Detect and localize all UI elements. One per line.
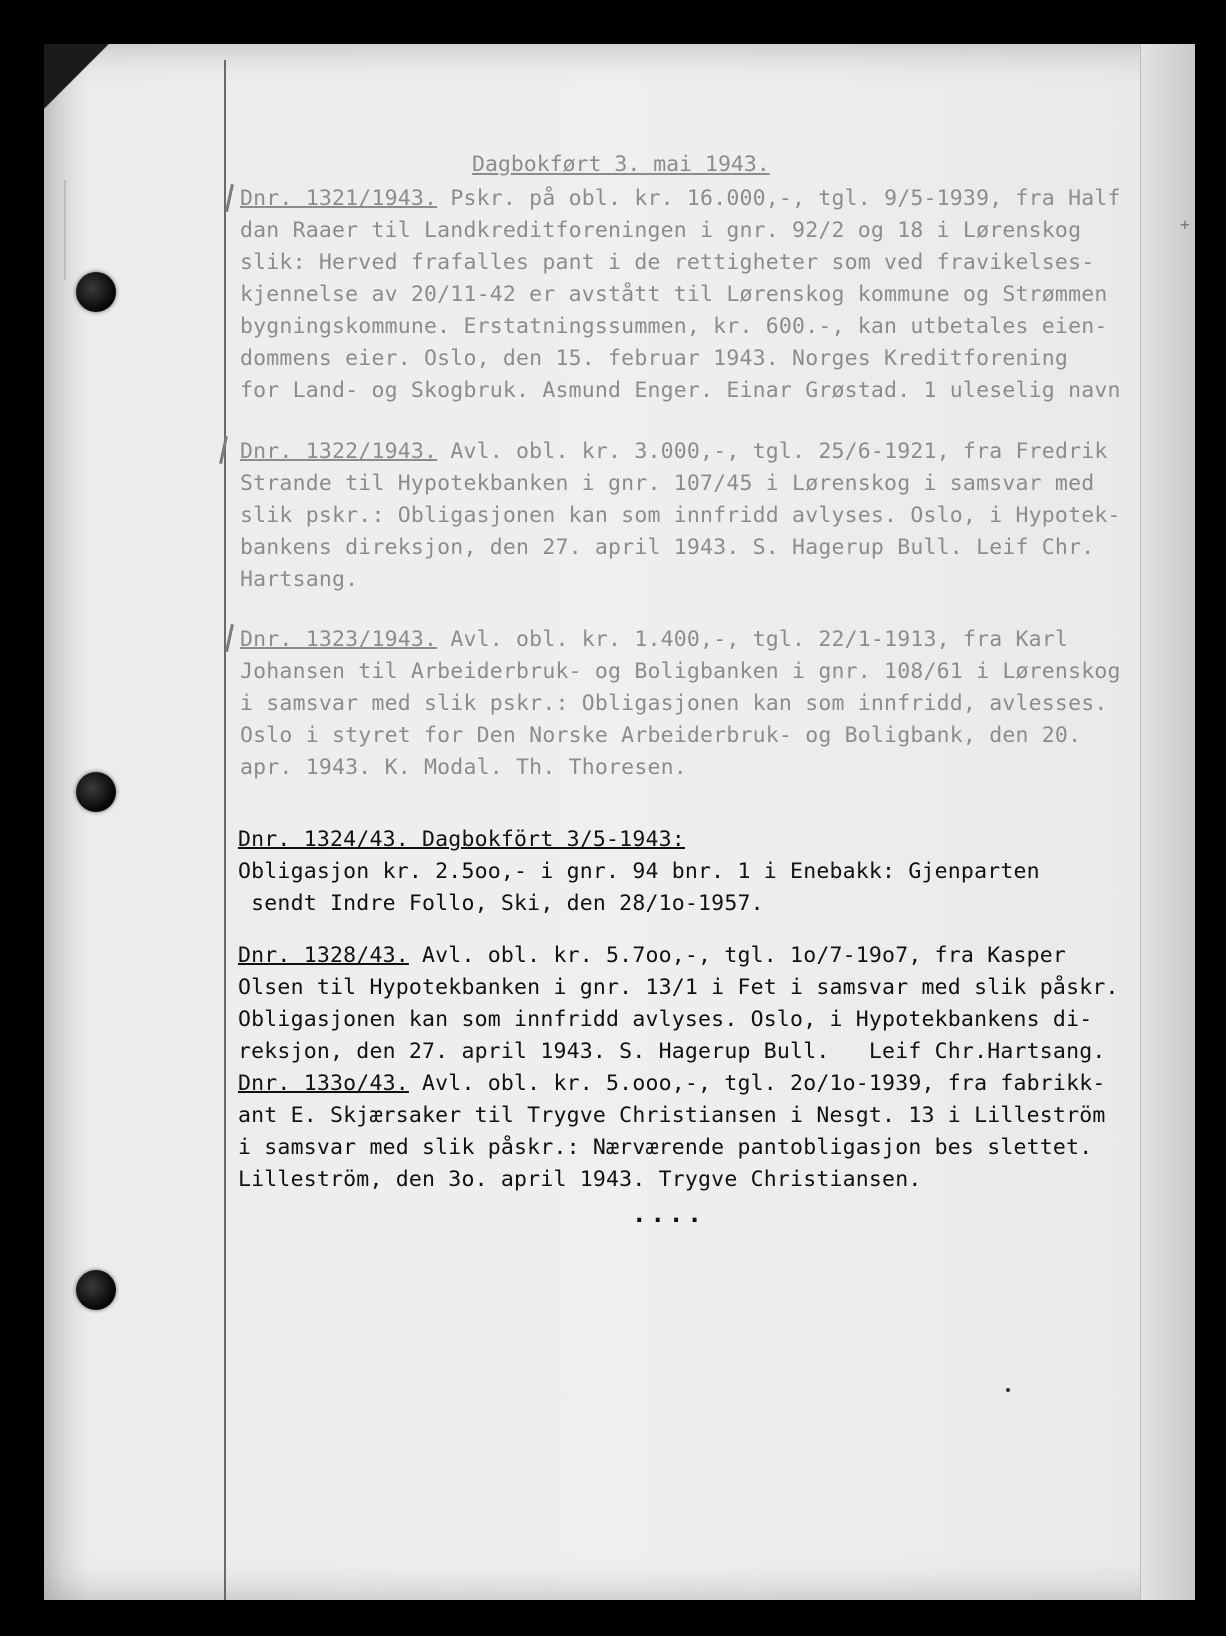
punch-hole-icon	[76, 1270, 116, 1310]
entry-line: Hartsang.	[240, 567, 359, 592]
plus-mark: +	[1180, 215, 1190, 234]
entry-1324	[238, 824, 1040, 920]
entry-line: kjennelse av 20/11-42 er avstått til Lørenskog kommune og Strømmen	[240, 282, 1108, 307]
entry-ref: Dnr. 1322/1943.	[240, 439, 438, 464]
entry-line: Avl. obl. kr. 1.400,-, tgl. 22/1-1913, fra Karl	[437, 627, 1069, 652]
entry-line: dan Raaer til Landkreditforeningen i gnr. 92/2 og 18 i Lørenskog	[240, 218, 1082, 243]
folded-corner	[44, 44, 114, 134]
entry-line: apr. 1943. K. Modal. Th. Thoresen.	[240, 755, 687, 780]
margin-line	[224, 60, 226, 1600]
entry-ref: Dnr. 1323/1943.	[240, 627, 438, 652]
entry-ref: Dnr. 1321/1943.	[240, 186, 438, 211]
entry-line: sendt Indre Follo, Ski, den 28/1o-1957.	[238, 891, 764, 916]
entry-1321	[240, 183, 1121, 407]
entry-1322	[240, 436, 1121, 596]
entry-1323	[240, 624, 1121, 784]
punch-hole-icon	[76, 272, 116, 312]
entry-line: i samsvar med slik påskr.: Nærværende pantobligasjon bes slettet.	[238, 1135, 1093, 1160]
entry-line: Strande til Hypotekbanken i gnr. 107/45 i Lørenskog i samsvar med	[240, 471, 1095, 496]
entry-line: i samsvar med slik pskr.: Obligasjonen kan som innfridd, avlesses.	[240, 691, 1108, 716]
entry-line: Lilleström, den 3o. april 1943. Trygve Christiansen.	[238, 1167, 922, 1192]
entry-line: Obligasjon kr. 2.5oo,- i gnr. 94 bnr. 1 i Enebakk: Gjenparten	[238, 859, 1040, 884]
entry-line: ant E. Skjærsaker til Trygve Christiansen i Nesgt. 13 i Lilleström	[238, 1103, 1106, 1128]
punch-hole-icon	[76, 772, 116, 812]
entry-line: reksjon, den 27. april 1943. S. Hagerup Bull. Leif Chr.Hartsang.	[238, 1039, 1106, 1064]
entry-line: Johansen til Arbeiderbruk- og Boligbanken i gnr. 108/61 i Lørenskog	[240, 659, 1121, 684]
entry-1328	[238, 940, 1119, 1068]
page-edge	[1140, 44, 1195, 1600]
end-dots: ....	[632, 1200, 706, 1228]
page-title: Dagbokført 3. mai 1943.	[472, 152, 770, 177]
entry-line: dommens eier. Oslo, den 15. februar 1943. Norges Kreditforening	[240, 346, 1069, 371]
entry-ref: Dnr. 133o/43.	[238, 1071, 409, 1096]
entry-line: Avl. obl. kr. 3.000,-, tgl. 25/6-1921, fra Fredrik	[437, 439, 1108, 464]
entry-line: Olsen til Hypotekbanken i gnr. 13/1 i Fet i samsvar med slik påskr.	[238, 975, 1119, 1000]
entry-line: bygningskommune. Erstatningssummen, kr. 600.-, kan utbetales eien-	[240, 314, 1108, 339]
entry-line: slik pskr.: Obligasjonen kan som innfridd avlyses. Oslo, i Hypotek-	[240, 503, 1121, 528]
entry-line: Pskr. på obl. kr. 16.000,-, tgl. 9/5-1939, fra Half	[437, 186, 1121, 211]
edge-mark	[64, 180, 66, 280]
entry-line: slik: Herved frafalles pant i de rettigheter som ved fravikelses-	[240, 250, 1095, 275]
entry-line: Oslo i styret for Den Norske Arbeiderbruk- og Boligbank, den 20.	[240, 723, 1082, 748]
entry-line: Obligasjonen kan som innfridd avlyses. Oslo, i Hypotekbankens di-	[238, 1007, 1093, 1032]
entry-line: for Land- og Skogbruk. Asmund Enger. Einar Grøstad. 1 uleselig navn	[240, 378, 1121, 403]
entry-ref: Dnr. 1328/43.	[238, 943, 409, 968]
entry-line: Avl. obl. kr. 5.7oo,-, tgl. 1o/7-19o7, fra Kasper	[408, 943, 1067, 968]
entry-1330	[238, 1068, 1106, 1196]
speck	[1006, 1388, 1010, 1392]
entry-line: bankens direksjon, den 27. april 1943. S. Hagerup Bull. Leif Chr.	[240, 535, 1095, 560]
entry-ref: Dnr. 1324/43. Dagbokfört 3/5-1943:	[238, 827, 685, 852]
entry-line: Avl. obl. kr. 5.ooo,-, tgl. 2o/1o-1939, fra fabrikk-	[408, 1071, 1106, 1096]
